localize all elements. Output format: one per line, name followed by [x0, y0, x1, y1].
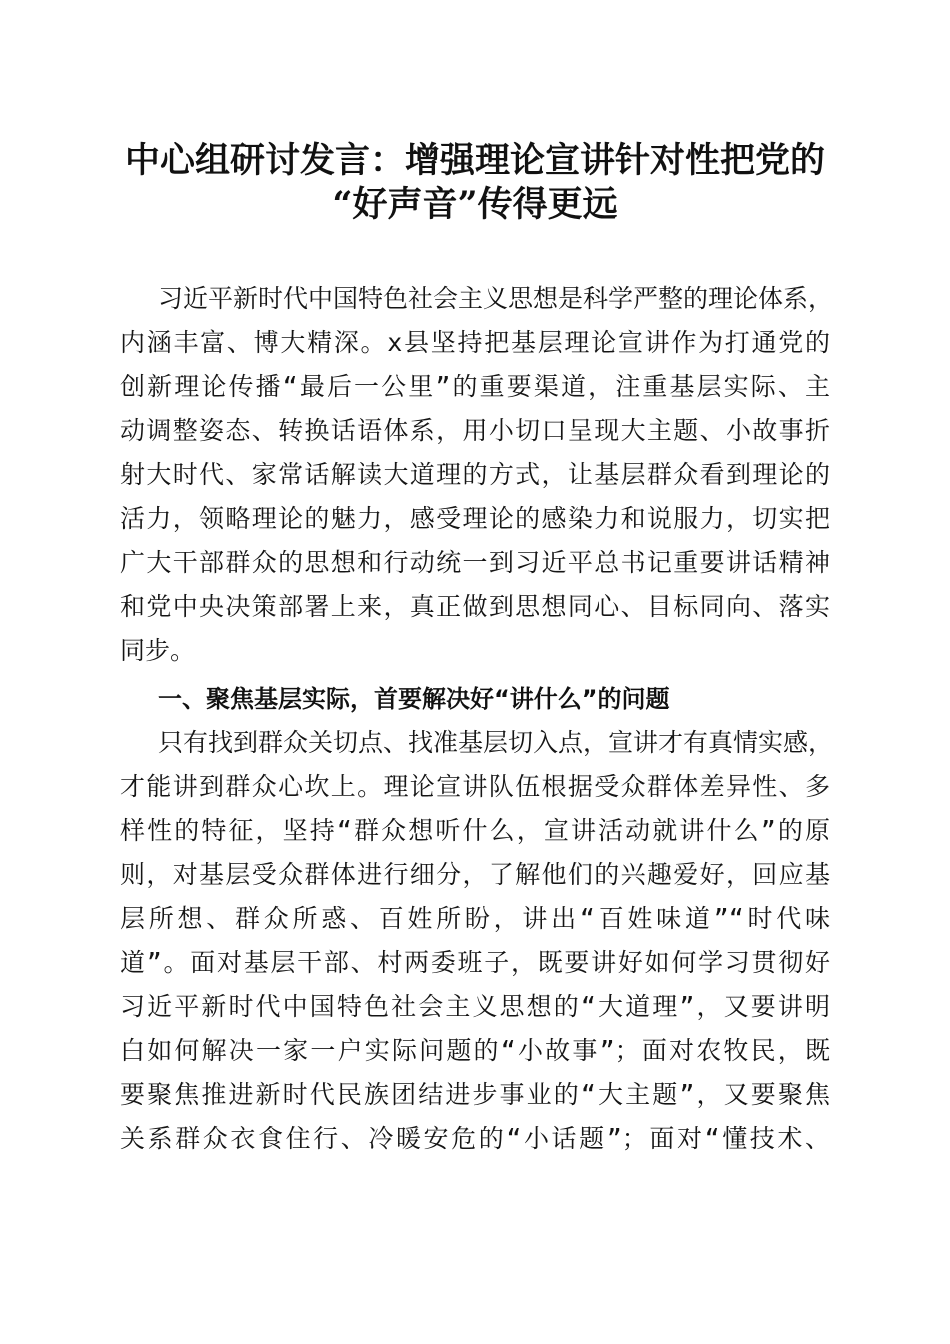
intro-line: 射大时代、家常话解读大道理的方式，让基层群众看到理论的 [120, 460, 830, 489]
section-line: 则，对基层受众群体进行细分，了解他们的兴趣爱好，回应基 [120, 860, 830, 889]
intro-line: 和党中央决策部署上来，真正做到思想同心、目标同向、落实 [120, 592, 830, 621]
section-line: 要聚焦推进新时代民族团结进步事业的“大主题”，又要聚焦 [120, 1080, 830, 1109]
intro-line: 习近平新时代中国特色社会主义思想是科学严整的理论体系， [158, 284, 834, 313]
intro-line: 活力，领略理论的魅力，感受理论的感染力和说服力，切实把 [120, 504, 830, 533]
intro-line: 同步。 [120, 636, 196, 665]
document-title-line-2: “好声音”传得更远 [332, 184, 618, 225]
intro-line: 广大干部群众的思想和行动统一到习近平总书记重要讲话精神 [120, 548, 830, 577]
document-title-line-1: 中心组研讨发言：增强理论宣讲针对性把党的 [124, 140, 825, 181]
section-line: 才能讲到群众心坎上。理论宣讲队伍根据受众群体差异性、多 [120, 772, 830, 801]
section-line: 道”。面对基层干部、村两委班子，既要讲好如何学习贯彻好 [120, 948, 830, 977]
section-line: 只有找到群众关切点、找准基层切入点，宣讲才有真情实感， [158, 728, 834, 757]
section-line: 样性的特征，坚持“群众想听什么，宣讲活动就讲什么”的原 [120, 816, 830, 845]
section-line: 习近平新时代中国特色社会主义思想的“大道理”，又要讲明 [120, 992, 830, 1021]
section-line: 层所想、群众所惑、百姓所盼，讲出“百姓味道”“时代味 [120, 904, 830, 933]
intro-line: 动调整姿态、转换话语体系，用小切口呈现大主题、小故事折 [120, 416, 830, 445]
section-line: 白如何解决一家一户实际问题的“小故事”；面对农牧民，既 [120, 1036, 830, 1065]
intro-line: 内涵丰富、博大精深。x县坚持把基层理论宣讲作为打通党的 [120, 328, 830, 357]
intro-line: 创新理论传播“最后一公里”的重要渠道，注重基层实际、主 [120, 372, 830, 401]
section-line: 关系群众衣食住行、冷暖安危的“小话题”；面对“懂技术、 [120, 1124, 830, 1153]
section-heading: 一、聚焦基层实际，首要解决好“讲什么”的问题 [158, 685, 670, 713]
